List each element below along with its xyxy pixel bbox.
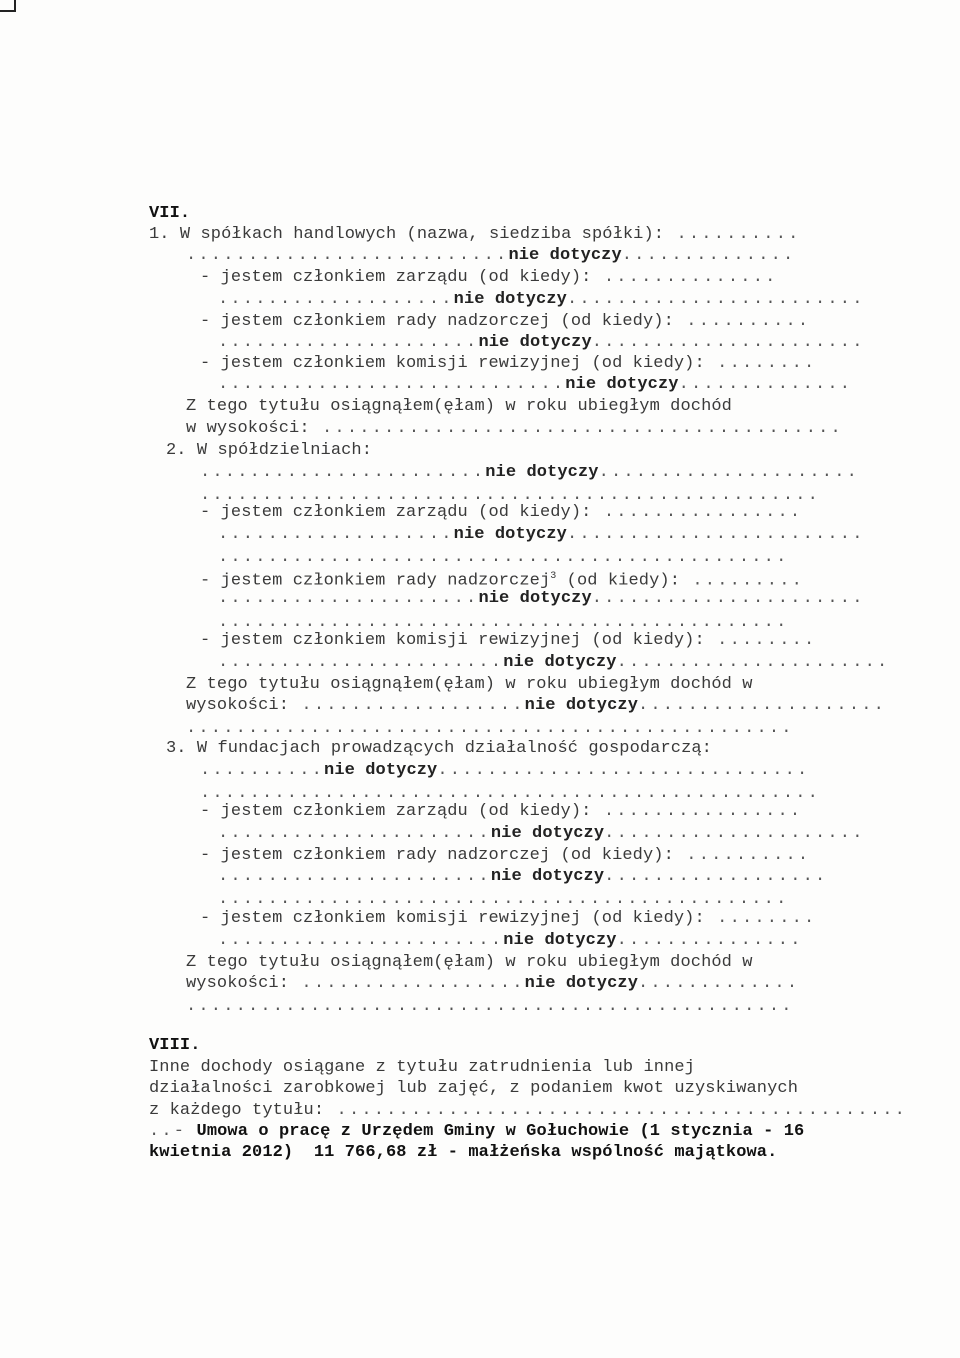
section-viii-line2: działalności zarobkowej lub zajęć, z podaniem kwot uzyskiwanych (149, 1079, 799, 1098)
item1-supervisory-line (200, 311, 810, 332)
item3-income-label: wysokości: (186, 974, 290, 993)
dot-leader: ...................... (218, 867, 491, 886)
item3-income-line1: Z tego tytułu osiągnąłem(ęłam) w roku ubiegłym dochód w (186, 953, 753, 972)
footnote-marker: 3 (550, 571, 557, 582)
item2-income-label: wysokości: (186, 696, 290, 715)
dot-leader: .............. (591, 268, 778, 287)
item3-board-value: nie dotyczy (490, 824, 605, 843)
dot-leader: .............................. (437, 761, 810, 780)
item2-board-line (200, 502, 802, 523)
item3-supervisory-value-line (218, 866, 827, 887)
dot-leader: ..................... (598, 463, 860, 482)
dot-leader: ............................ (218, 375, 566, 394)
dot-leader: ....................... (200, 463, 486, 482)
dot-leader: ................ (591, 802, 803, 821)
item2-value: nie dotyczy (485, 463, 599, 482)
item2-blank-dots-3: .............................................. (218, 613, 789, 632)
dot-leader: .............. (621, 246, 796, 265)
dot-leader: ...................... (591, 589, 865, 608)
item1-audit-label: - jestem członkiem komisji rewizyjnej (od kiedy): (200, 354, 705, 373)
item2-audit-line (200, 630, 816, 651)
item3-value-line (200, 760, 809, 781)
dot-leader: .................. (604, 867, 828, 886)
item1-income-line1: Z tego tytułu osiągnąłem(ęłam) w roku ubiegłym dochód (186, 397, 732, 416)
item1-value: nie dotyczy (508, 246, 622, 265)
dot-leader: ........................ (566, 290, 865, 309)
item3-supervisory-label: - jestem członkiem rady nadzorczej (od kiedy): (200, 846, 674, 865)
item2-board-value: nie dotyczy (453, 525, 567, 544)
item3-audit-value-line (218, 930, 803, 951)
item2-supervisory-value-line (218, 588, 865, 609)
item1-board-line (200, 267, 778, 288)
item1-income-line2 (186, 418, 843, 439)
dot-leader: ........ (704, 909, 817, 928)
dot-leader: .............. (678, 375, 853, 394)
item2-income-line1: Z tego tytułu osiągnąłem(ęłam) w roku ubiegłym dochód w (186, 675, 753, 694)
dot-leader: ................... (218, 525, 454, 544)
item3-income-line2 (186, 973, 799, 994)
dot-leader: .......... (673, 312, 811, 331)
item1-audit-value: nie dotyczy (565, 375, 679, 394)
item3-board-line (200, 801, 802, 822)
section-viii-answer-line1 (149, 1121, 804, 1142)
answer-prefix: ..- (149, 1122, 187, 1141)
dot-leader: .......................................... (309, 419, 843, 438)
item2-audit-label: - jestem członkiem komisji rewizyjnej (od kiedy): (200, 631, 705, 650)
item1-label-line (149, 224, 801, 245)
dot-leader: ................ (591, 503, 803, 522)
dot-leader: .......... (664, 225, 801, 244)
item3-blank-dots-2: .............................................. (218, 890, 789, 909)
item2-supervisory-value: nie dotyczy (478, 589, 592, 608)
dot-leader: ........................ (566, 525, 865, 544)
dot-leader: ................... (218, 290, 454, 309)
item1-board-label: - jestem członkiem zarządu (od kiedy): (200, 268, 592, 287)
item1-audit-value-line (218, 374, 852, 395)
item2-audit-value-line (218, 652, 889, 673)
item1-audit-line (200, 353, 816, 374)
item2-blank-dots-2: .............................................. (218, 548, 789, 567)
item1-supervisory-value: nie dotyczy (478, 333, 592, 352)
section-viii-line3-label: z każdego tytułu: (149, 1101, 325, 1120)
item1-income-label: w wysokości: (186, 419, 310, 438)
item1-label: 1. W spółkach handlowych (nazwa, siedziba spółki): (149, 225, 665, 244)
item1-value-line (186, 245, 795, 266)
dot-leader: ............. (638, 974, 800, 993)
section-viii-heading: VIII. (149, 1036, 201, 1055)
item1-board-value-line (218, 289, 865, 310)
item3-blank-dots-1: .................................................. (200, 784, 821, 803)
item2-value-line (200, 462, 859, 483)
item3-board-value-line (218, 823, 865, 844)
dot-leader: .................. (289, 974, 525, 993)
item1-supervisory-label: - jestem członkiem rady nadzorczej (od kiedy): (200, 312, 674, 331)
dot-leader: ...................... (591, 333, 865, 352)
item2-board-value-line (218, 524, 865, 545)
item2-board-label: - jestem członkiem zarządu (od kiedy): (200, 503, 592, 522)
dot-leader: .......................... (186, 246, 509, 265)
dot-leader: ........ (704, 354, 817, 373)
item3-income-value: nie dotyczy (524, 974, 638, 993)
item2-label: 2. W spółdzielniach: (166, 441, 373, 460)
dot-leader: .............................................. (324, 1101, 908, 1120)
dot-leader: ..................... (218, 333, 479, 352)
dot-leader: ..................... (218, 589, 479, 608)
item2-blank-dots-4: ................................................. (186, 719, 794, 738)
item2-supervisory-label-rest: (od kiedy): (556, 571, 680, 591)
item2-audit-value: nie dotyczy (503, 653, 617, 672)
item3-board-label: - jestem członkiem zarządu (od kiedy): (200, 802, 592, 821)
section-viii-answer-text1: Umowa o pracę z Urzędem Gminy w Gołuchowie (1 stycznia - 16 (196, 1122, 805, 1141)
dot-leader: ............... (616, 931, 803, 950)
dot-leader: .................... (638, 696, 887, 715)
item3-audit-line (200, 908, 816, 929)
item3-value: nie dotyczy (324, 761, 438, 780)
item3-supervisory-line (200, 845, 810, 866)
dot-leader: .................. (289, 696, 525, 715)
section-viii-line1: Inne dochody osiągane z tytułu zatrudnienia lub innej (149, 1058, 695, 1077)
dot-leader: ........ (704, 631, 817, 650)
section-viii-line3 (149, 1100, 907, 1121)
dot-leader: .......... (200, 761, 325, 780)
item3-blank-dots-3: ................................................. (186, 997, 794, 1016)
item2-blank-dots-1: .................................................. (200, 486, 821, 505)
dot-leader: ....................... (218, 931, 504, 950)
dot-leader: ...................... (616, 653, 890, 672)
dot-leader: ....................... (218, 653, 504, 672)
dot-leader: ......... (680, 571, 805, 591)
item3-supervisory-value: nie dotyczy (490, 867, 605, 886)
item1-supervisory-value-line (218, 332, 865, 353)
item3-audit-label: - jestem członkiem komisji rewizyjnej (od kiedy): (200, 909, 705, 928)
section-vii-heading: VII. (149, 204, 191, 223)
item2-income-line2 (186, 695, 886, 716)
item1-board-value: nie dotyczy (453, 290, 567, 309)
dot-leader: ..................... (604, 824, 865, 843)
item2-supervisory-label: - jestem członkiem rady nadzorczej (200, 571, 551, 591)
item2-income-value: nie dotyczy (524, 696, 638, 715)
item3-audit-value: nie dotyczy (503, 931, 617, 950)
dot-leader: ...................... (218, 824, 491, 843)
dot-leader: .......... (673, 846, 811, 865)
item3-label: 3. W fundacjach prowadzących działalność gospodarczą: (166, 739, 712, 758)
section-viii-answer-line2: kwietnia 2012) 11 766,68 zł - małżeńska wspólność majątkowa. (149, 1143, 778, 1162)
